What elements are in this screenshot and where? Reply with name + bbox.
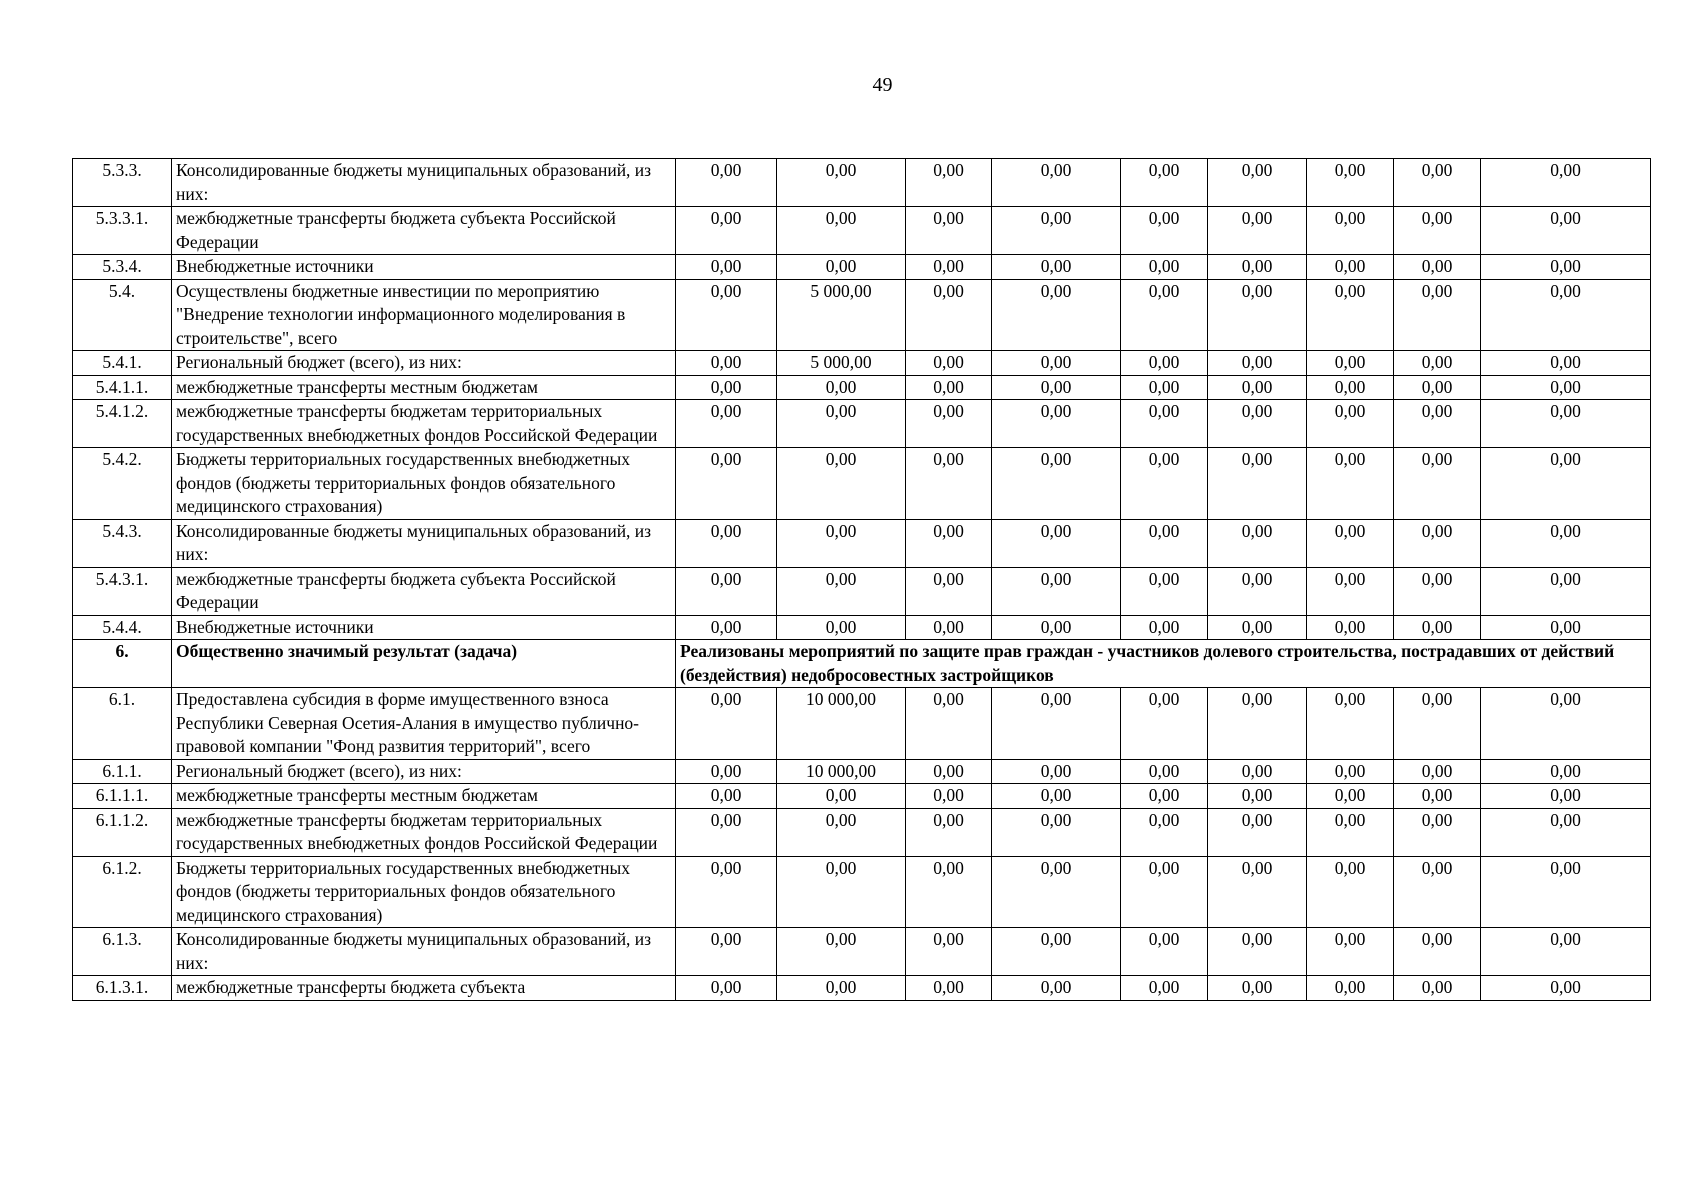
value-cell: 0,00: [1307, 759, 1394, 784]
value-cell: 0,00: [1307, 255, 1394, 280]
value-cell: 0,00: [676, 759, 777, 784]
row-number: 5.3.4.: [73, 255, 172, 280]
value-cell: 0,00: [1208, 255, 1307, 280]
value-cell: 0,00: [676, 688, 777, 760]
value-cell: 0,00: [1481, 255, 1651, 280]
row-description: Предоставлена субсидия в форме имущественного взноса Республики Северная Осетия-Алания в имущество публично-правовой компании "Фонд развития территорий", всего: [172, 688, 676, 760]
value-cell: 0,00: [1121, 567, 1208, 615]
value-cell: 0,00: [1394, 255, 1481, 280]
value-cell: 0,00: [906, 159, 992, 207]
value-cell: 0,00: [1121, 279, 1208, 351]
value-cell: 0,00: [992, 207, 1121, 255]
table-row: [73, 759, 1651, 784]
value-cell: 0,00: [1307, 784, 1394, 809]
value-cell: 0,00: [1121, 759, 1208, 784]
row-number: 6.1.1.2.: [73, 808, 172, 856]
value-cell: 0,00: [1481, 856, 1651, 928]
value-cell: 0,00: [1121, 976, 1208, 1001]
task-result-text: Реализованы мероприятий по защите прав граждан - участников долевого строительства, пострадавших от действий (бездействия) недобросовестных застройщиков: [676, 640, 1651, 688]
row-number: 5.4.3.: [73, 519, 172, 567]
value-cell: 0,00: [1307, 519, 1394, 567]
row-number: 5.4.: [73, 279, 172, 351]
value-cell: 0,00: [906, 519, 992, 567]
value-cell: 0,00: [992, 784, 1121, 809]
row-description: Консолидированные бюджеты муниципальных образований, из них:: [172, 928, 676, 976]
value-cell: 0,00: [992, 519, 1121, 567]
row-number: 6.1.1.1.: [73, 784, 172, 809]
value-cell: 0,00: [1307, 928, 1394, 976]
value-cell: 0,00: [1394, 856, 1481, 928]
value-cell: 0,00: [1208, 448, 1307, 520]
row-description: Бюджеты территориальных государственных внебюджетных фондов (бюджеты территориальных фондов обязательного медицинского страхования): [172, 448, 676, 520]
row-description: межбюджетные трансферты бюджета субъекта Российской Федерации: [172, 567, 676, 615]
value-cell: 0,00: [1394, 375, 1481, 400]
value-cell: 0,00: [906, 375, 992, 400]
value-cell: 0,00: [1394, 519, 1481, 567]
row-description: Региональный бюджет (всего), из них:: [172, 351, 676, 376]
value-cell: 0,00: [992, 976, 1121, 1001]
value-cell: 0,00: [777, 856, 906, 928]
value-cell: 0,00: [1481, 279, 1651, 351]
value-cell: 0,00: [676, 615, 777, 640]
value-cell: 0,00: [777, 928, 906, 976]
row-description: Консолидированные бюджеты муниципальных образований, из них:: [172, 159, 676, 207]
table-row: [73, 207, 1651, 255]
value-cell: 0,00: [676, 928, 777, 976]
value-cell: 0,00: [1307, 856, 1394, 928]
row-number: 6.1.1.: [73, 759, 172, 784]
value-cell: 0,00: [906, 759, 992, 784]
value-cell: 0,00: [1481, 375, 1651, 400]
value-cell: 0,00: [777, 808, 906, 856]
value-cell: 0,00: [676, 976, 777, 1001]
value-cell: 0,00: [1481, 784, 1651, 809]
value-cell: 0,00: [1208, 615, 1307, 640]
value-cell: 0,00: [906, 808, 992, 856]
value-cell: 0,00: [992, 448, 1121, 520]
value-cell: 0,00: [676, 279, 777, 351]
value-cell: 0,00: [676, 400, 777, 448]
table-row: [73, 351, 1651, 376]
value-cell: 0,00: [1208, 351, 1307, 376]
value-cell: 0,00: [676, 159, 777, 207]
value-cell: 0,00: [676, 784, 777, 809]
value-cell: 0,00: [1121, 928, 1208, 976]
row-description: межбюджетные трансферты бюджетам территориальных государственных внебюджетных фондов Российской Федерации: [172, 400, 676, 448]
value-cell: 0,00: [1121, 784, 1208, 809]
value-cell: 0,00: [1394, 448, 1481, 520]
value-cell: 0,00: [1121, 808, 1208, 856]
value-cell: 0,00: [906, 856, 992, 928]
budget-table: [72, 158, 1651, 1001]
value-cell: 0,00: [1481, 808, 1651, 856]
value-cell: 0,00: [1394, 615, 1481, 640]
row-description: Консолидированные бюджеты муниципальных образований, из них:: [172, 519, 676, 567]
value-cell: 0,00: [1208, 784, 1307, 809]
value-cell: 0,00: [777, 784, 906, 809]
page-number: 49: [872, 74, 893, 96]
row-number: 5.4.2.: [73, 448, 172, 520]
value-cell: 0,00: [1208, 159, 1307, 207]
value-cell: 0,00: [992, 351, 1121, 376]
table-row: [73, 615, 1651, 640]
value-cell: 0,00: [1208, 808, 1307, 856]
value-cell: 0,00: [1394, 759, 1481, 784]
row-description: Региональный бюджет (всего), из них:: [172, 759, 676, 784]
value-cell: 0,00: [1481, 351, 1651, 376]
value-cell: 0,00: [1208, 928, 1307, 976]
value-cell: 0,00: [1394, 159, 1481, 207]
row-description: межбюджетные трансферты местным бюджетам: [172, 784, 676, 809]
value-cell: 0,00: [1394, 351, 1481, 376]
row-description: межбюджетные трансферты бюджета субъекта: [172, 976, 676, 1001]
value-cell: 0,00: [906, 279, 992, 351]
value-cell: 0,00: [1121, 688, 1208, 760]
row-number: 5.4.4.: [73, 615, 172, 640]
value-cell: 0,00: [906, 688, 992, 760]
row-description: Внебюджетные источники: [172, 255, 676, 280]
value-cell: 0,00: [1121, 375, 1208, 400]
value-cell: 0,00: [906, 928, 992, 976]
value-cell: 0,00: [1481, 207, 1651, 255]
value-cell: 5 000,00: [777, 279, 906, 351]
value-cell: 0,00: [906, 207, 992, 255]
value-cell: 0,00: [1481, 928, 1651, 976]
table-row: [73, 976, 1651, 1001]
value-cell: 0,00: [906, 255, 992, 280]
value-cell: 0,00: [1121, 856, 1208, 928]
row-description: Внебюджетные источники: [172, 615, 676, 640]
row-number: 5.4.1.: [73, 351, 172, 376]
value-cell: 0,00: [1394, 808, 1481, 856]
value-cell: 0,00: [1208, 688, 1307, 760]
value-cell: 0,00: [1208, 375, 1307, 400]
value-cell: 0,00: [1307, 808, 1394, 856]
value-cell: 0,00: [906, 615, 992, 640]
value-cell: 0,00: [1121, 255, 1208, 280]
value-cell: 0,00: [777, 255, 906, 280]
value-cell: 0,00: [992, 928, 1121, 976]
value-cell: 0,00: [1121, 400, 1208, 448]
value-cell: 0,00: [1307, 351, 1394, 376]
value-cell: 0,00: [1394, 688, 1481, 760]
table-row: [73, 784, 1651, 809]
value-cell: 0,00: [777, 375, 906, 400]
row-number: 5.3.3.: [73, 159, 172, 207]
value-cell: 0,00: [992, 375, 1121, 400]
value-cell: 0,00: [1394, 567, 1481, 615]
value-cell: 0,00: [992, 856, 1121, 928]
row-number: 6.1.3.: [73, 928, 172, 976]
value-cell: 0,00: [676, 351, 777, 376]
value-cell: 0,00: [1307, 400, 1394, 448]
value-cell: 0,00: [1121, 615, 1208, 640]
table-row: [73, 688, 1651, 760]
table-row: [73, 928, 1651, 976]
value-cell: 0,00: [992, 615, 1121, 640]
row-number: 5.4.3.1.: [73, 567, 172, 615]
value-cell: 0,00: [1121, 159, 1208, 207]
value-cell: 10 000,00: [777, 688, 906, 760]
value-cell: 0,00: [1307, 207, 1394, 255]
value-cell: 0,00: [992, 808, 1121, 856]
value-cell: 0,00: [906, 400, 992, 448]
value-cell: 0,00: [906, 784, 992, 809]
value-cell: 0,00: [992, 688, 1121, 760]
value-cell: 0,00: [777, 519, 906, 567]
row-number: 5.3.3.1.: [73, 207, 172, 255]
task-row: [73, 640, 1651, 688]
value-cell: 0,00: [1307, 375, 1394, 400]
row-number: 6.: [73, 640, 172, 688]
value-cell: 0,00: [777, 159, 906, 207]
value-cell: 0,00: [1307, 688, 1394, 760]
value-cell: 0,00: [992, 279, 1121, 351]
value-cell: 0,00: [1208, 519, 1307, 567]
table-row: [73, 856, 1651, 928]
row-number: 6.1.3.1.: [73, 976, 172, 1001]
value-cell: 10 000,00: [777, 759, 906, 784]
value-cell: 0,00: [1481, 688, 1651, 760]
value-cell: 0,00: [676, 567, 777, 615]
value-cell: 0,00: [676, 856, 777, 928]
row-description: межбюджетные трансферты бюджета субъекта Российской Федерации: [172, 207, 676, 255]
value-cell: 0,00: [676, 255, 777, 280]
value-cell: 0,00: [906, 448, 992, 520]
value-cell: 0,00: [992, 400, 1121, 448]
value-cell: 0,00: [1121, 448, 1208, 520]
value-cell: 0,00: [1208, 279, 1307, 351]
value-cell: 0,00: [676, 448, 777, 520]
value-cell: 0,00: [906, 976, 992, 1001]
value-cell: 0,00: [1481, 567, 1651, 615]
value-cell: 0,00: [1121, 351, 1208, 376]
table-row: [73, 519, 1651, 567]
value-cell: 0,00: [1481, 448, 1651, 520]
value-cell: 0,00: [777, 400, 906, 448]
value-cell: 0,00: [1394, 207, 1481, 255]
value-cell: 0,00: [906, 567, 992, 615]
table-row: [73, 448, 1651, 520]
value-cell: 0,00: [1394, 400, 1481, 448]
value-cell: 0,00: [1208, 207, 1307, 255]
row-number: 5.4.1.1.: [73, 375, 172, 400]
value-cell: 0,00: [1481, 400, 1651, 448]
row-description: Общественно значимый результат (задача): [172, 640, 676, 688]
table-row: [73, 567, 1651, 615]
value-cell: 0,00: [1481, 519, 1651, 567]
value-cell: 0,00: [777, 567, 906, 615]
value-cell: 0,00: [1208, 400, 1307, 448]
value-cell: 0,00: [777, 207, 906, 255]
value-cell: 0,00: [1307, 279, 1394, 351]
value-cell: 0,00: [1307, 159, 1394, 207]
value-cell: 0,00: [676, 207, 777, 255]
value-cell: 0,00: [1208, 759, 1307, 784]
value-cell: 0,00: [1208, 856, 1307, 928]
value-cell: 0,00: [1481, 976, 1651, 1001]
table-row: [73, 279, 1651, 351]
value-cell: 0,00: [1481, 759, 1651, 784]
row-description: Осуществлены бюджетные инвестиции по мероприятию "Внедрение технологии информационного моделирования в строительстве", всего: [172, 279, 676, 351]
row-description: Бюджеты территориальных государственных внебюджетных фондов (бюджеты территориальных фондов обязательного медицинского страхования): [172, 856, 676, 928]
value-cell: 0,00: [992, 255, 1121, 280]
value-cell: 0,00: [1208, 567, 1307, 615]
value-cell: 0,00: [1481, 159, 1651, 207]
row-description: межбюджетные трансферты бюджетам территориальных государственных внебюджетных фондов Российской Федерации: [172, 808, 676, 856]
table-row: [73, 375, 1651, 400]
value-cell: 0,00: [1394, 784, 1481, 809]
row-description: межбюджетные трансферты местным бюджетам: [172, 375, 676, 400]
value-cell: 0,00: [1394, 928, 1481, 976]
value-cell: 0,00: [1307, 448, 1394, 520]
row-number: 5.4.1.2.: [73, 400, 172, 448]
table-row: [73, 400, 1651, 448]
value-cell: 0,00: [906, 351, 992, 376]
table-row: [73, 255, 1651, 280]
value-cell: 0,00: [1121, 207, 1208, 255]
row-number: 6.1.: [73, 688, 172, 760]
table-row: [73, 808, 1651, 856]
value-cell: 0,00: [777, 615, 906, 640]
value-cell: 0,00: [676, 375, 777, 400]
value-cell: 0,00: [1121, 519, 1208, 567]
value-cell: 0,00: [676, 519, 777, 567]
value-cell: 0,00: [777, 448, 906, 520]
table-row: [73, 159, 1651, 207]
value-cell: 0,00: [992, 759, 1121, 784]
value-cell: 0,00: [1394, 279, 1481, 351]
value-cell: 5 000,00: [777, 351, 906, 376]
value-cell: 0,00: [1208, 976, 1307, 1001]
value-cell: 0,00: [992, 159, 1121, 207]
value-cell: 0,00: [676, 808, 777, 856]
value-cell: 0,00: [992, 567, 1121, 615]
row-number: 6.1.2.: [73, 856, 172, 928]
value-cell: 0,00: [1307, 615, 1394, 640]
value-cell: 0,00: [1307, 567, 1394, 615]
value-cell: 0,00: [1307, 976, 1394, 1001]
value-cell: 0,00: [777, 976, 906, 1001]
value-cell: 0,00: [1481, 615, 1651, 640]
value-cell: 0,00: [1394, 976, 1481, 1001]
